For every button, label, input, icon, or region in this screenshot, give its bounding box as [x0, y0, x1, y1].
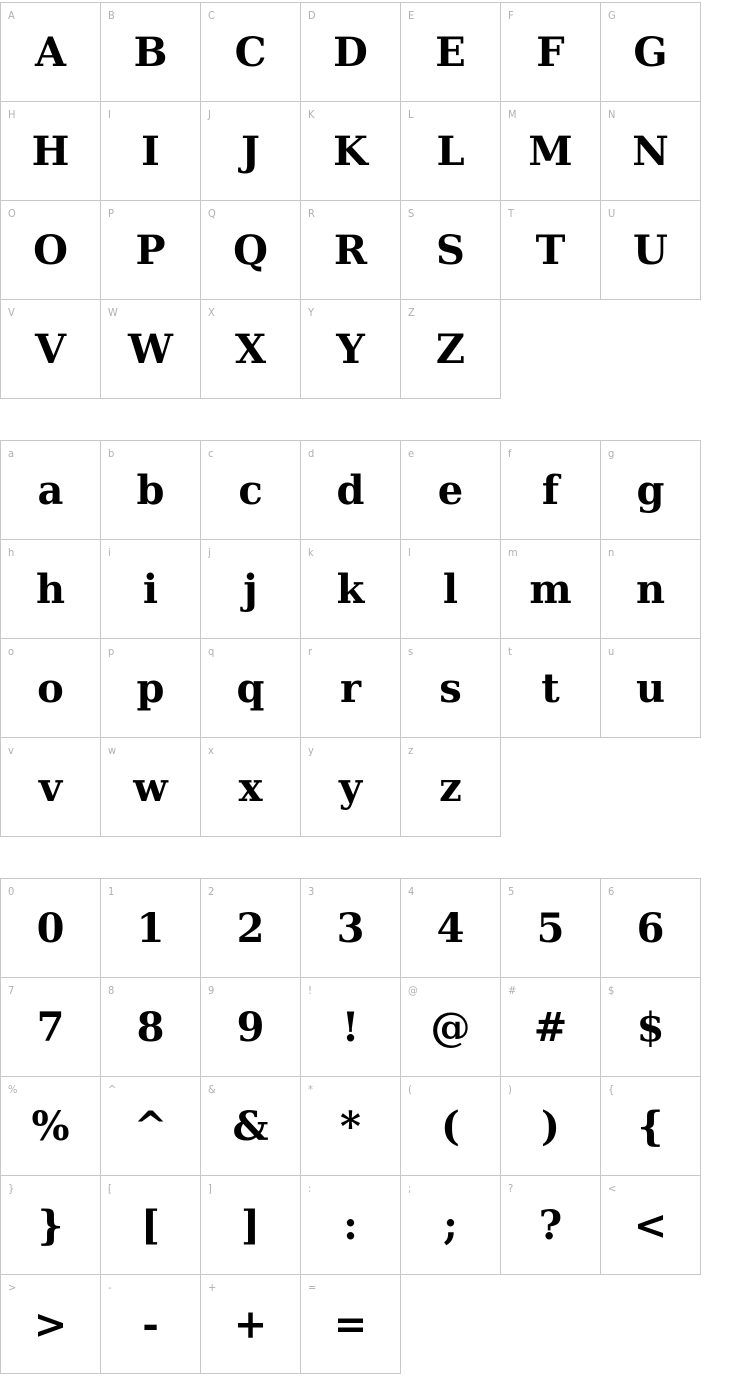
cell-label: = — [308, 1281, 317, 1294]
cell-label: 3 — [308, 885, 315, 898]
grid-row — [0, 1076, 740, 1176]
glyph-cell — [100, 1175, 201, 1275]
cell-glyph: F — [536, 29, 565, 76]
cell-glyph: i — [142, 566, 159, 613]
glyph-cell — [300, 1274, 401, 1374]
cell-glyph: u — [635, 665, 666, 712]
cell-label: + — [208, 1281, 217, 1294]
glyph-cell — [200, 440, 301, 540]
cell-label: r — [308, 645, 313, 658]
cell-label: } — [8, 1182, 15, 1195]
cell-label: h — [8, 546, 15, 559]
cell-glyph: ! — [341, 1004, 360, 1051]
cell-glyph: N — [632, 128, 669, 175]
cell-label: p — [108, 645, 115, 658]
cell-glyph: w — [133, 764, 168, 811]
cell-glyph: C — [234, 29, 267, 76]
grid-row — [0, 200, 740, 300]
cell-glyph: @ — [430, 1004, 471, 1051]
cell-label: x — [208, 744, 214, 757]
cell-glyph: 9 — [236, 1004, 265, 1051]
cell-glyph: E — [435, 29, 466, 76]
cell-label: ? — [508, 1182, 514, 1195]
glyph-cell — [600, 440, 701, 540]
glyph-cell — [400, 638, 501, 738]
cell-glyph: d — [336, 467, 365, 514]
cell-label: c — [208, 447, 214, 460]
glyph-cell — [600, 200, 701, 300]
glyph-cell — [300, 878, 401, 978]
cell-glyph: L — [436, 128, 465, 175]
cell-label: 5 — [508, 885, 515, 898]
cell-glyph: y — [338, 764, 363, 811]
cell-glyph: $ — [636, 1004, 665, 1051]
glyph-cell — [400, 1076, 501, 1176]
cell-glyph: 4 — [436, 905, 465, 952]
cell-glyph: + — [233, 1301, 268, 1348]
cell-label: ! — [308, 984, 312, 997]
cell-glyph: J — [241, 128, 260, 175]
cell-label: - — [108, 1281, 112, 1294]
cell-label: P — [108, 207, 114, 220]
glyph-cell — [200, 1076, 301, 1176]
glyph-cell — [400, 2, 501, 102]
grid-row — [0, 1274, 740, 1374]
cell-glyph: { — [637, 1103, 664, 1150]
cell-glyph: Q — [233, 227, 268, 274]
cell-glyph: ( — [441, 1103, 460, 1150]
glyph-cell — [300, 200, 401, 300]
grid-row — [0, 737, 740, 837]
glyph-cell — [400, 440, 501, 540]
cell-glyph: 7 — [36, 1004, 65, 1051]
cell-label: N — [608, 108, 616, 121]
cell-glyph: X — [234, 326, 267, 373]
cell-label: 1 — [108, 885, 115, 898]
cell-label: ] — [208, 1182, 212, 1195]
glyph-cell — [500, 1175, 601, 1275]
glyph-cell — [100, 1274, 201, 1374]
glyph-cell — [0, 101, 101, 201]
cell-label: R — [308, 207, 315, 220]
glyph-cell — [600, 878, 701, 978]
glyph-cell — [600, 1175, 701, 1275]
glyph-cell — [600, 638, 701, 738]
cell-glyph: 6 — [636, 905, 665, 952]
glyph-cell — [500, 977, 601, 1077]
grid-row — [0, 1175, 740, 1275]
glyph-cell — [400, 539, 501, 639]
cell-label: L — [408, 108, 414, 121]
cell-glyph: A — [34, 29, 67, 76]
glyph-cell — [500, 2, 601, 102]
cell-glyph: 1 — [136, 905, 165, 952]
cell-glyph: q — [236, 665, 265, 712]
glyph-cell — [500, 200, 601, 300]
cell-label: o — [8, 645, 15, 658]
glyph-cell — [0, 1274, 101, 1374]
cell-label: A — [8, 9, 15, 22]
cell-glyph: ? — [538, 1202, 563, 1249]
glyph-cell — [0, 299, 101, 399]
cell-glyph: n — [635, 566, 666, 613]
cell-glyph: ) — [541, 1103, 560, 1150]
grid-row — [0, 638, 740, 738]
cell-glyph: : — [343, 1202, 358, 1249]
cell-label: f — [508, 447, 512, 460]
cell-glyph: ; — [443, 1202, 458, 1249]
glyph-cell — [300, 1076, 401, 1176]
cell-glyph: V — [34, 326, 67, 373]
glyph-cell — [100, 878, 201, 978]
cell-label: G — [608, 9, 616, 22]
glyph-cell — [300, 2, 401, 102]
cell-label: y — [308, 744, 314, 757]
cell-label: Z — [408, 306, 415, 319]
glyph-cell — [200, 638, 301, 738]
cell-label: V — [8, 306, 15, 319]
cell-glyph: h — [35, 566, 66, 613]
glyph-cell — [300, 977, 401, 1077]
cell-label: O — [8, 207, 16, 220]
grid-row — [0, 299, 740, 399]
cell-glyph: T — [535, 227, 566, 274]
glyph-cell — [100, 539, 201, 639]
cell-label: B — [108, 9, 115, 22]
cell-label: M — [508, 108, 517, 121]
cell-glyph: [ — [141, 1202, 160, 1249]
cell-glyph: S — [436, 227, 465, 274]
glyph-cell — [400, 1175, 501, 1275]
cell-glyph: 2 — [236, 905, 265, 952]
glyph-cell — [100, 1076, 201, 1176]
cell-label: a — [8, 447, 15, 460]
cell-label: g — [608, 447, 615, 460]
cell-glyph: O — [33, 227, 68, 274]
cell-label: 9 — [208, 984, 215, 997]
cell-label: & — [208, 1083, 216, 1096]
cell-glyph: % — [31, 1103, 70, 1150]
cell-label: T — [508, 207, 515, 220]
cell-glyph: R — [333, 227, 368, 274]
cell-label: U — [608, 207, 616, 220]
cell-label: q — [208, 645, 215, 658]
glyph-cell — [600, 2, 701, 102]
cell-label: u — [608, 645, 615, 658]
glyph-cell — [500, 878, 601, 978]
cell-label: X — [208, 306, 215, 319]
cell-label: H — [8, 108, 16, 121]
glyph-cell — [100, 101, 201, 201]
glyph-cell — [400, 878, 501, 978]
cell-label: ) — [508, 1083, 512, 1096]
glyph-cell — [400, 737, 501, 837]
grid-row — [0, 977, 740, 1077]
glyph-cell — [200, 2, 301, 102]
glyph-cell — [100, 200, 201, 300]
cell-glyph: > — [33, 1301, 68, 1348]
cell-glyph: 5 — [536, 905, 565, 952]
cell-glyph: U — [633, 227, 668, 274]
cell-glyph: b — [136, 467, 165, 514]
glyph-cell — [100, 737, 201, 837]
cell-label: d — [308, 447, 315, 460]
cell-glyph: z — [439, 764, 462, 811]
cell-glyph: 0 — [36, 905, 65, 952]
glyph-cell — [500, 1076, 601, 1176]
cell-label: e — [408, 447, 415, 460]
cell-glyph: - — [142, 1301, 159, 1348]
cell-label: Y — [308, 306, 315, 319]
glyph-cell — [500, 101, 601, 201]
cell-glyph: m — [529, 566, 572, 613]
cell-label: l — [408, 546, 411, 559]
cell-glyph: D — [333, 29, 368, 76]
glyph-cell — [200, 1175, 301, 1275]
cell-label: % — [8, 1083, 18, 1096]
cell-glyph: v — [38, 764, 63, 811]
cell-glyph: k — [336, 566, 365, 613]
cell-glyph: l — [442, 566, 459, 613]
cell-label: C — [208, 9, 215, 22]
cell-glyph: = — [333, 1301, 368, 1348]
cell-label: W — [108, 306, 118, 319]
grid-row — [0, 440, 740, 540]
glyph-cell — [400, 101, 501, 201]
cell-glyph: K — [333, 128, 368, 175]
cell-label: 7 — [8, 984, 15, 997]
cell-label: b — [108, 447, 115, 460]
cell-glyph: I — [141, 128, 160, 175]
glyph-cell — [300, 101, 401, 201]
glyph-cell — [100, 638, 201, 738]
cell-label: t — [508, 645, 512, 658]
cell-glyph: ^ — [133, 1103, 168, 1150]
cell-glyph: ] — [241, 1202, 260, 1249]
cell-label: ; — [408, 1182, 412, 1195]
cell-label: k — [308, 546, 314, 559]
cell-label: m — [508, 546, 518, 559]
cell-label: : — [308, 1182, 312, 1195]
cell-label: @ — [408, 984, 418, 997]
cell-glyph: s — [439, 665, 462, 712]
cell-glyph: M — [528, 128, 573, 175]
glyph-cell — [0, 440, 101, 540]
glyph-cell — [200, 977, 301, 1077]
cell-glyph: g — [636, 467, 665, 514]
cell-label: * — [308, 1083, 313, 1096]
glyph-cell — [200, 101, 301, 201]
cell-label: K — [308, 108, 315, 121]
glyph-cell — [300, 638, 401, 738]
cell-glyph: } — [37, 1202, 64, 1249]
cell-glyph: H — [31, 128, 70, 175]
glyph-cell — [200, 1274, 301, 1374]
glyph-cell — [200, 737, 301, 837]
glyph-cell — [100, 2, 201, 102]
cell-label: w — [108, 744, 117, 757]
glyph-cell — [300, 440, 401, 540]
cell-label: s — [408, 645, 414, 658]
cell-glyph: r — [339, 665, 362, 712]
glyph-cell — [200, 878, 301, 978]
grid-row — [0, 101, 740, 201]
cell-glyph: o — [37, 665, 64, 712]
cell-label: 0 — [8, 885, 15, 898]
glyph-cell — [0, 2, 101, 102]
glyph-cell — [600, 977, 701, 1077]
glyph-cell — [200, 299, 301, 399]
cell-glyph: p — [136, 665, 165, 712]
numbers-symbols-grid — [0, 878, 740, 1374]
glyph-cell — [500, 539, 601, 639]
lowercase-grid — [0, 440, 740, 837]
glyph-cell — [300, 539, 401, 639]
cell-label: 2 — [208, 885, 215, 898]
cell-label: D — [308, 9, 316, 22]
cell-label: j — [208, 546, 211, 559]
cell-glyph: B — [133, 29, 168, 76]
glyph-cell — [0, 1175, 101, 1275]
cell-label: 6 — [608, 885, 615, 898]
glyph-cell — [0, 977, 101, 1077]
cell-label: ( — [408, 1083, 412, 1096]
glyph-cell — [200, 200, 301, 300]
cell-glyph: 8 — [136, 1004, 165, 1051]
glyph-cell — [100, 299, 201, 399]
glyph-cell — [600, 1076, 701, 1176]
cell-glyph: & — [232, 1103, 269, 1150]
glyph-cell — [100, 440, 201, 540]
glyph-cell — [300, 1175, 401, 1275]
cell-glyph: Z — [435, 326, 466, 373]
glyph-cell — [0, 878, 101, 978]
cell-label: S — [408, 207, 415, 220]
cell-label: # — [508, 984, 517, 997]
cell-glyph: # — [533, 1004, 568, 1051]
cell-glyph: f — [541, 467, 560, 514]
cell-glyph: x — [238, 764, 263, 811]
cell-glyph: < — [633, 1202, 668, 1249]
cell-label: z — [408, 744, 414, 757]
cell-label: F — [508, 9, 514, 22]
glyph-cell — [0, 1076, 101, 1176]
cell-label: E — [408, 9, 415, 22]
glyph-cell — [400, 200, 501, 300]
glyph-cell — [500, 440, 601, 540]
glyph-cell — [0, 638, 101, 738]
glyph-cell — [400, 299, 501, 399]
cell-glyph: P — [135, 227, 166, 274]
cell-glyph: W — [128, 326, 173, 373]
cell-glyph: G — [633, 29, 668, 76]
cell-label: J — [208, 108, 211, 121]
cell-label: Q — [208, 207, 216, 220]
cell-label: 8 — [108, 984, 115, 997]
cell-label: 4 — [408, 885, 415, 898]
cell-label: [ — [108, 1182, 112, 1195]
glyph-cell — [400, 977, 501, 1077]
glyph-cell — [100, 977, 201, 1077]
cell-label: $ — [608, 984, 615, 997]
cell-glyph: * — [340, 1103, 361, 1150]
cell-glyph: 3 — [336, 905, 365, 952]
cell-glyph: j — [243, 566, 258, 613]
cell-label: ^ — [108, 1083, 117, 1096]
cell-label: { — [608, 1083, 615, 1096]
grid-row — [0, 2, 740, 102]
cell-glyph: Y — [336, 326, 365, 373]
cell-glyph: e — [437, 467, 464, 514]
cell-label: < — [608, 1182, 617, 1195]
cell-label: v — [8, 744, 14, 757]
glyph-cell — [0, 737, 101, 837]
cell-glyph: t — [541, 665, 560, 712]
glyph-cell — [0, 539, 101, 639]
glyph-cell — [600, 539, 701, 639]
cell-glyph: c — [238, 467, 263, 514]
cell-label: i — [108, 546, 111, 559]
cell-label: > — [8, 1281, 17, 1294]
cell-label: n — [608, 546, 615, 559]
cell-label: I — [108, 108, 111, 121]
glyph-cell — [600, 101, 701, 201]
glyph-cell — [300, 737, 401, 837]
glyph-cell — [300, 299, 401, 399]
cell-glyph: a — [37, 467, 64, 514]
uppercase-grid — [0, 2, 740, 399]
glyph-cell — [200, 539, 301, 639]
grid-row — [0, 539, 740, 639]
grid-row — [0, 878, 740, 978]
glyph-cell — [0, 200, 101, 300]
glyph-cell — [500, 638, 601, 738]
